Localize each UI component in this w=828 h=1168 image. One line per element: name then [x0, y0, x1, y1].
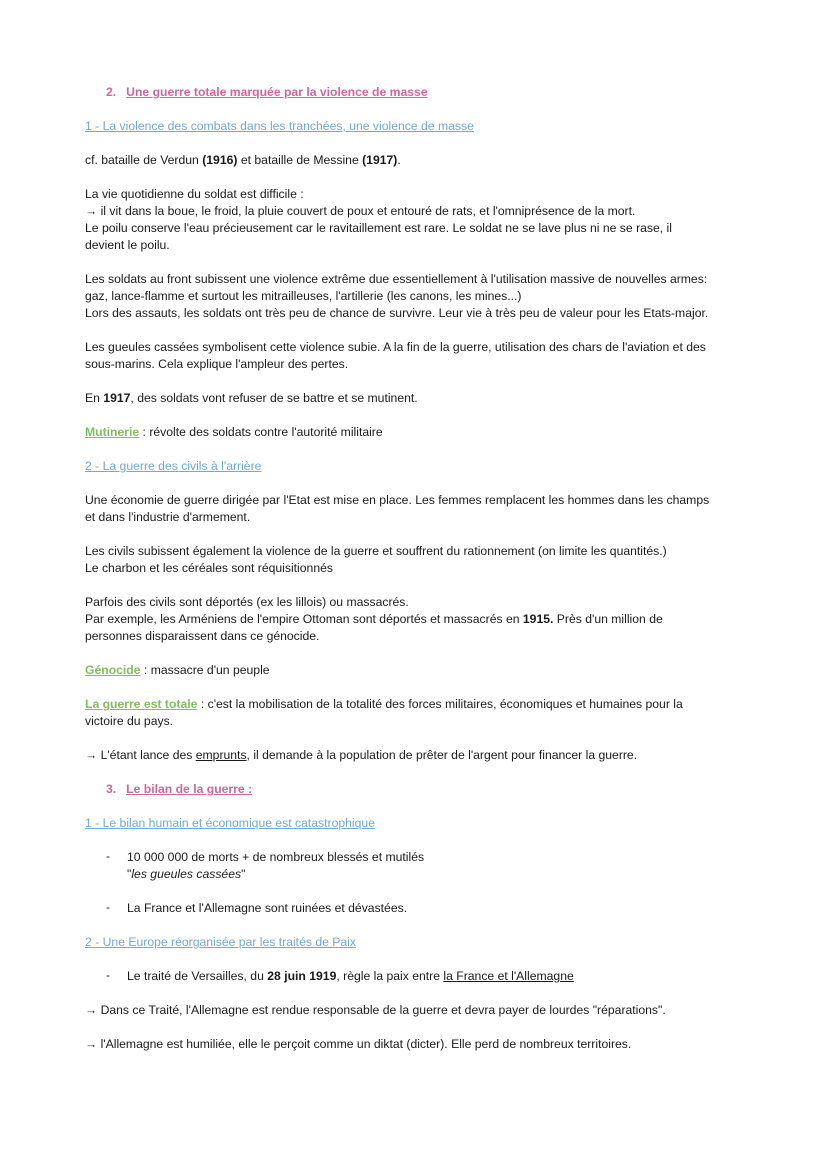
section-title: Une guerre totale marquée par la violence de masse [126, 85, 428, 99]
subsection-heading: 2 - Une Europe réorganisée par les traités de Paix [85, 935, 356, 949]
paragraph-line: Une économie de guerre dirigée par l'Etat est mise en place. Les femmes remplacent les hommes dans les champs [85, 493, 710, 507]
bullet-dash: - [106, 968, 111, 982]
section-2-heading [106, 84, 428, 100]
subsection-heading: 1 - La violence des combats dans les tranchées, une violence de masse [85, 119, 474, 133]
paragraph-emprunts: → L'étant lance des emprunts, il demande à la population de prêter de l'argent pour financer la guerre. [85, 748, 638, 762]
subsection-heading: 2 - La guerre des civils à l'arrière [85, 459, 262, 473]
paragraph-line: victoire du pays. [85, 714, 174, 728]
paragraph-line: devient le poilu. [85, 238, 170, 252]
paragraph-line: Les gueules cassées symbolisent cette violence subie. A la fin de la guerre, utilisation des chars de l'aviation et des [85, 340, 706, 354]
paragraph-line: Le charbon et les céréales sont réquisitionnés [85, 561, 333, 575]
definition-guerre-totale: La guerre est totale : c'est la mobilisation de la totalité des forces militaires, économiques et humaines pour la [85, 697, 683, 711]
paragraph-line: personnes disparaissent dans ce génocide. [85, 629, 320, 643]
bullet-item: Le traité de Versailles, du 28 juin 1919, règle la paix entre la France et l'Allemagne [127, 969, 574, 983]
paragraph-line: Les civils subissent également la violence de la guerre et souffrent du rationnement (on limite les quantités.) [85, 544, 667, 558]
paragraph-line: La vie quotidienne du soldat est difficile : [85, 187, 304, 201]
paragraph-line: Par exemple, les Arméniens de l'empire Ottoman sont déportés et massacrés en 1915. Près d'un million de [85, 612, 663, 626]
bullet-item: La France et l'Allemagne sont ruinées et dévastées. [127, 901, 408, 915]
paragraph-line: et dans l'industrie d'armement. [85, 510, 251, 524]
paragraph-line: Parfois des civils sont déportés (ex les lillois) ou massacrés. [85, 595, 409, 609]
bullet-item: 10 000 000 de morts + de nombreux blessés et mutilés [127, 850, 425, 864]
definition-term: La guerre est totale [85, 697, 198, 711]
paragraph-line: gaz, lance-flamme et surtout les mitrailleuses, l'artillerie (les canons, les mines...) [85, 289, 522, 303]
paragraph-line: Les soldats au front subissent une violence extrême due essentiellement à l'utilisation massive de nouvelles armes: [85, 272, 708, 286]
section-number: 2. [106, 85, 117, 99]
section-3-heading [106, 781, 252, 797]
paragraph-1917: En 1917, des soldats vont refuser de se battre et se mutinent. [85, 391, 418, 405]
subsection-heading: 1 - Le bilan humain et économique est catastrophique [85, 816, 375, 830]
paragraph-line: → Dans ce Traité, l'Allemagne est rendue responsable de la guerre et devra payer de lourdes "réparations". [85, 1003, 666, 1017]
paragraph-line: sous-marins. Cela explique l'ampleur des pertes. [85, 357, 349, 371]
bullet-dash: - [106, 849, 111, 863]
bullet-dash: - [106, 900, 111, 914]
paragraph-cf: cf. bataille de Verdun (1916) et bataille de Messine (1917). [85, 153, 401, 167]
bullet-item-continuation: "les gueules cassées" [127, 867, 246, 881]
paragraph-line: Le poilu conserve l'eau précieusement car le ravitaillement est rare. Le soldat ne se lave plus ni ne se rase, il [85, 221, 672, 235]
section-number: 3. [106, 782, 117, 796]
definition-mutinerie: Mutinerie : révolte des soldats contre l'autorité militaire [85, 425, 383, 439]
section-title: Le bilan de la guerre : [126, 782, 253, 796]
definition-genocide: Génocide : massacre d'un peuple [85, 663, 270, 677]
paragraph-line: → il vit dans la boue, le froid, la pluie couvert de poux et entouré de rats, et l'omniprésence de la mort. [85, 204, 636, 218]
paragraph-line: Lors des assauts, les soldats ont très peu de chance de survivre. Leur vie à très peu de valeur pour les Etats-major. [85, 306, 709, 320]
paragraph-line: → l'Allemagne est humiliée, elle le perçoit comme un diktat (dicter). Elle perd de nombreux territoires. [85, 1037, 632, 1051]
definition-term: Mutinerie [85, 425, 140, 439]
definition-term: Génocide [85, 663, 141, 677]
